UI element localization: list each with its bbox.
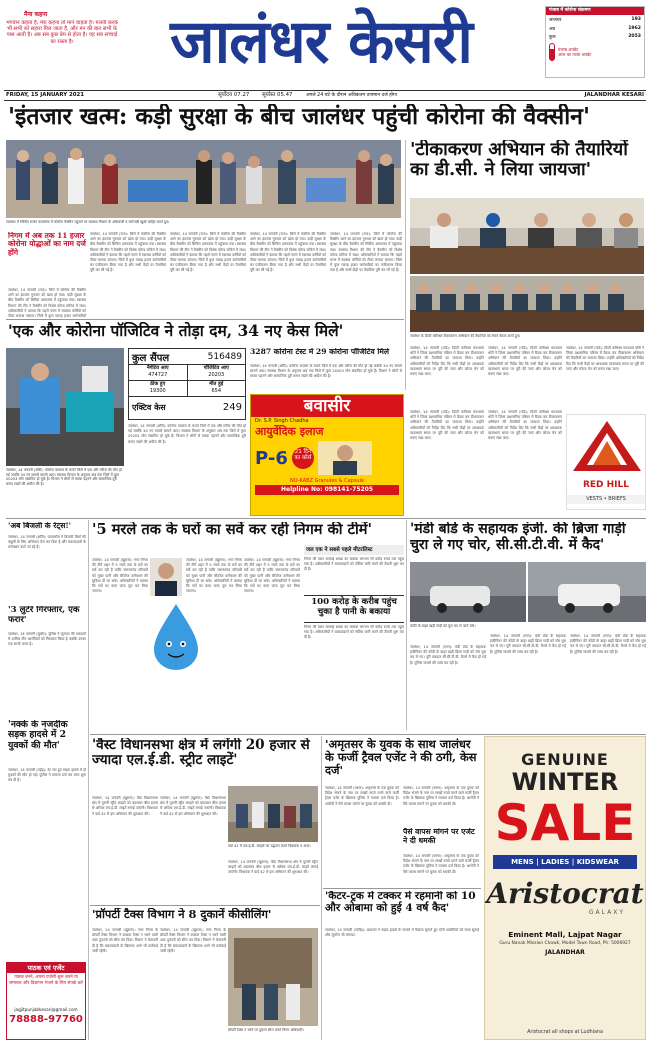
cctv-frame-image xyxy=(410,562,526,622)
dc-photo-2-image xyxy=(410,276,644,332)
ad-sale: SALE xyxy=(494,794,636,852)
dc-body-lower-1: जालंधर, 14 जनवरी (पांडे): डिप्टी कमिश्नर घनश्याम थोरी ने जिला प्रशासनिक परिसर में बैठक कर टीकाकरण अभियान की तैयारियों का जायजा लिया। उन्होंने अधिकारियों को निर्देश दिए कि सभी केंद्रों पर आवश्यक व्यवस्थाएं समय पर पूरी की जाएं और कोल्ड चेन को बनाए रखा जाए। xyxy=(410,410,484,441)
edition-name: JALANDHAR KESARI xyxy=(584,92,644,98)
dc-photo-2 xyxy=(410,276,644,332)
piles-days: 21 दिन का कोर्स xyxy=(292,447,314,469)
dc-body-col-3: जालंधर, 14 जनवरी (पांडे): डिप्टी कमिश्नर घनश्याम थोरी ने जिला प्रशासनिक परिसर में बैठक कर टीकाकरण अभियान की तैयारियों का जायजा लिया। उन्होंने अधिकारियों को निर्देश दिए कि सभी केंद्रों पर आवश्यक व्यवस्थाएं समय पर पूरी की जाएं और कोल्ड चेन को बनाए रखा जाए। xyxy=(566,346,644,371)
masthead xyxy=(0,0,650,96)
corona-box-title: पंजाब में कोरोना संक्रमण xyxy=(546,7,644,15)
active-value: 249 xyxy=(222,401,242,413)
brief-1-body: जालंधर, 14 जनवरी (शौरी): पावरकॉम ने बिजली बिलों की वसूली के लिए अभियान तेज कर दिया है और बकायादारों के कनेक्शन काटे जा रहे हैं। xyxy=(8,535,86,550)
brief-2-body: जालंधर, 14 जनवरी (सुधीर): पुलिस ने लूटपाट की वारदातों में शामिल तीन आरोपियों को गिरफ्तार किया है जबकि उनका एक साथी फरार है। xyxy=(8,632,86,647)
covid-photo xyxy=(6,348,124,466)
lead-sidebar-headline: निगम में अब तक 11 हजार कोरोना योद्धाओं का नाम दर्ज होंगे xyxy=(8,232,86,257)
column-divider xyxy=(406,520,407,730)
property-photo xyxy=(228,928,318,1026)
corona-row-ab xyxy=(546,25,644,33)
nigam-portrait-image xyxy=(150,558,182,596)
covid-photo-caption: जालंधर, 14 जनवरी (शौरी): कोरोना वायरस के चलते जिले में एक और मरीज की मौत हो गई जबकि 34 नए मामले सामने आए। स्वास्थ्य विभाग के अनुसार अब तक जिले में कुल 20203 लोग संक्रमित हो चुके हैं। विभाग ने लोगों से मास्क पहनने और सामाजिक दूरी बनाए रखने की अपील की है। xyxy=(6,468,122,486)
active-label: एक्टिव केस xyxy=(132,402,166,412)
fraud-headline: 'अमृतसर के युवक के साथ जालंधर के फर्जी ट्रैवल एजेंट ने की ठगी, केस दर्ज' xyxy=(325,738,477,777)
pos-label: पॉजिटिव आए xyxy=(203,365,229,371)
covid-side-headline: 3287 कोरोना टेस्ट में 29 कोरोना पॉजिटिव मिले xyxy=(250,348,390,356)
lead-body-col-4: जालंधर, 14 जनवरी (राज): जिले में कोरोना की वैक्सीन आने का इंतजार गुरुवार को खत्म हो गया। कड़ी सुरक्षा के बीच वैक्सीन को सिविल अस्पताल में पहुंचाया गया। स्वास्थ्य विभाग की टीम ने वैक्सीन को विशेष कोल्ड स्टोरेज में रखा। अधिकारियों ने बताया कि पहले चरण में स्वास्थ्य कर्मियों को टीका लगाया जाएगा। जिले में कुल ग्यारह हजार कर्मचारियों का पंजीकरण किया गया है और सभी केंद्रों पर तैयारियां पूरी कर ली गई हैं। xyxy=(330,232,402,273)
section-rule xyxy=(90,734,646,735)
street-tag xyxy=(92,784,212,794)
dc-photo-image xyxy=(410,198,644,274)
nigam-body-col-1: जालंधर, 14 जनवरी (खुराना): नगर निगम की टीमें शहर में 5 मरले तक के घरों का सर्वे कर रही हैं ताकि जरूरतमंद परिवारों को मुफ्त पानी और सीवरेज कनेक्शन की सुविधा दी जा सके। अधिकारियों ने बताया कि सर्वे का काम जल्द पूरा कर लिया जाएगा। xyxy=(92,558,148,594)
property-body-col-2: जालंधर, 14 जनवरी (खुराना): नगर निगम के प्रॉपर्टी टैक्स विभाग ने बकाया टैक्स न भरने वाली आठ दुकानों को सील कर दिया। विभाग ने चेतावनी दी है कि बकायादारों के खिलाफ आगे भी कार्रवाई जारी रहेगी। xyxy=(160,928,226,953)
mandi-body-col-2: जालंधर, 14 जनवरी (रमन): मंडी बोर्ड के सहायक इंजीनियर की कोठी के बाहर खड़ी ब्रिजा गाड़ी को चोर चुरा कर ले गए। पूरी वारदात सी.सी.टी.वी. कैमरे में कैद हो गई है। पुलिस मामले की जांच कर रही है। xyxy=(490,634,566,654)
lead-photo-image xyxy=(6,140,401,218)
street-caption: वार्ड 42 में एल.ई.डी. लाइटों का उद्घाटन करते विधायक व अन्य। xyxy=(228,844,311,848)
corona-row-value: 193 xyxy=(631,17,641,22)
death-cell xyxy=(188,381,246,396)
stats-total-value: 516489 xyxy=(207,351,242,362)
covid-body-col-1: जालंधर, 14 जनवरी (शौरी): कोरोना वायरस के चलते जिले में एक और मरीज की मौत हो गई जबकि 34 नए मामले सामने आए। स्वास्थ्य विभाग के अनुसार अब तक जिले में कुल 20203 लोग संक्रमित हो चुके हैं। विभाग ने लोगों से मास्क पहनने और सामाजिक दूरी बनाए रखने की अपील की है। xyxy=(128,424,246,444)
street-body-col-3: जालंधर, 14 जनवरी (खुराना): वैस्ट विधानसभा क्षेत्र में पुरानी स्ट्रीट लाइटों को बदलकर बीस हजार से अधिक एल.ई.डी. लाइटें लगाई जाएंगी। विधायक ने वार्ड 42 से इस अभियान की शुरुआत की। xyxy=(228,860,318,875)
corona-row-kul xyxy=(546,33,644,41)
piles-title: बवासीर xyxy=(251,395,403,417)
neg-label: नैगेटिव आए xyxy=(146,365,169,371)
neg-value: 474727 xyxy=(148,372,168,378)
doctor-portrait-icon xyxy=(318,441,372,475)
brief-3-title: 'नक्के के नजदीक सड़क हादसे में 2 युवकों की मौत' xyxy=(8,720,68,751)
street-body-col-2: जालंधर, 14 जनवरी (खुराना): वैस्ट विधानसभा क्षेत्र में पुरानी स्ट्रीट लाइटों को बदलकर बीस हजार से अधिक एल.ई.डी. लाइटें लगाई जाएंगी। विधायक ने वार्ड 42 से इस अभियान की शुरुआत की। xyxy=(160,796,226,816)
lead-body-col-2: जालंधर, 14 जनवरी (राज): जिले में कोरोना की वैक्सीन आने का इंतजार गुरुवार को खत्म हो गया। कड़ी सुरक्षा के बीच वैक्सीन को सिविल अस्पताल में पहुंचाया गया। स्वास्थ्य विभाग की टीम ने वैक्सीन को विशेष कोल्ड स्टोरेज में रखा। अधिकारियों ने बताया कि पहले चरण में स्वास्थ्य कर्मियों को टीका लगाया जाएगा। जिले में कुल ग्यारह हजार कर्मचारियों का पंजीकरण किया गया है और सभी केंद्रों पर तैयारियां पूरी कर ली गई हैं। xyxy=(170,232,246,273)
redhill-brand: RED HILL xyxy=(582,480,630,490)
mandi-headline: 'मंडी बोर्ड के सहायक इंजी. की ब्रिजा गाड़ी चुरा ले गए चोर, सी.सी.टी.वी. में कैद' xyxy=(410,522,626,553)
column-divider xyxy=(405,140,406,390)
mandi-photo-2 xyxy=(528,562,646,622)
covid-stats-box xyxy=(128,348,246,420)
sunrise-time: सूर्योदय 07.27 xyxy=(218,92,250,98)
piles-product: P-6 xyxy=(255,447,288,469)
death-label: मौत हुई xyxy=(209,381,224,387)
redhill-logo-icon xyxy=(567,415,646,475)
nigam-body-col-3: जालंधर, 14 जनवरी (खुराना): नगर निगम की टीमें शहर में 5 मरले तक के घरों का सर्वे कर रही हैं ताकि जरूरतमंद परिवारों को मुफ्त पानी और सीवरेज कनेक्शन की सुविधा दी जा सके। अधिकारियों ने बताया कि सर्वे का काम जल्द पूरा कर लिया जाएगा। xyxy=(244,558,300,594)
reader-box-phone[interactable]: 78888-97760 xyxy=(9,1014,83,1025)
lead-photo xyxy=(6,140,401,218)
masthead-left-label: मैना कहना xyxy=(24,11,48,18)
corona-row-value: 1962 xyxy=(628,26,641,31)
mandi-body-col-1: जालंधर, 14 जनवरी (रमन): मंडी बोर्ड के सहायक इंजीनियर की कोठी के बाहर खड़ी ब्रिजा गाड़ी को चोर चुरा कर ले गए। पूरी वारदात सी.सी.टी.वी. कैमरे में कैद हो गई है। पुलिस मामले की जांच कर रही है। xyxy=(410,645,486,665)
corona-row-jalandhar xyxy=(546,15,644,25)
column-divider xyxy=(321,736,322,1040)
street-photo-image xyxy=(228,786,318,842)
lead-sidebar-body: जालंधर, 14 जनवरी (राज): जिले में कोरोना की वैक्सीन आने का इंतजार गुरुवार को खत्म हो गया। कड़ी सुरक्षा के बीच वैक्सीन को सिविल अस्पताल में पहुंचाया गया। स्वास्थ्य विभाग की टीम ने वैक्सीन को विशेष कोल्ड स्टोरेज में रखा। अधिकारियों ने बताया कि पहले चरण में स्वास्थ्य कर्मियों को टीका लगाया जाएगा। जिले में कुल ग्यारह हजार कर्मचारियों xyxy=(8,288,86,318)
fraud-body-col-2: जालंधर, 14 जनवरी (वरुण): अमृतसर के एक युवक को विदेश भेजने के नाम पर लाखों रुपये ठगने वाले फर्जी ट्रैवल एजेंट के खिलाफ पुलिस ने मामला दर्ज किया है। आरोपी ने पैसे वापस मांगने पर युवक को धमकी दी। xyxy=(403,786,479,806)
ad-mall: Eminent Mall, Lajpat Nagar xyxy=(508,930,622,939)
fraud-body-col-3: जालंधर, 14 जनवरी (वरुण): अमृतसर के एक युवक को विदेश भेजने के नाम पर लाखों रुपये ठगने वाले फर्जी ट्रैवल एजेंट के खिलाफ पुलिस ने मामला दर्ज किया है। आरोपी ने पैसे वापस मांगने पर युवक को धमकी दी। xyxy=(403,854,479,874)
covid-photo-image xyxy=(6,348,124,466)
piles-subtitle: आयुर्वेदिक इलाज xyxy=(255,425,324,438)
property-caption: प्रॉपर्टी टैक्स न भरने पर दुकान सील करते निगम अधिकारी। xyxy=(228,1028,304,1032)
ad-winter: WINTER xyxy=(511,768,619,796)
dc-caption: जालंधर के डिप्टी कमिश्नर टीकाकरण अभियान की तैयारियों को लेकर बैठक करते हुए। xyxy=(410,334,521,338)
lead-body-col-1: जालंधर, 14 जनवरी (राज): जिले में कोरोना की वैक्सीन आने का इंतजार गुरुवार को खत्म हो गया। कड़ी सुरक्षा के बीच वैक्सीन को सिविल अस्पताल में पहुंचाया गया। स्वास्थ्य विभाग की टीम ने वैक्सीन को विशेष कोल्ड स्टोरेज में रखा। अधिकारियों ने बताया कि पहले चरण में स्वास्थ्य कर्मियों को टीका लगाया जाएगा। जिले में कुल ग्यारह हजार कर्मचारियों का पंजीकरण किया गया है और सभी केंद्रों पर तैयारियां पूरी कर ली गई हैं। xyxy=(90,232,166,273)
pos-cell xyxy=(188,365,246,380)
street-body-col-1: जालंधर, 14 जनवरी (खुराना): वैस्ट विधानसभा क्षेत्र में पुरानी स्ट्रीट लाइटों को बदलकर बीस हजार से अधिक एल.ई.डी. लाइटें लगाई जाएंगी। विधायक ने वार्ड 42 से इस अभियान की शुरुआत की। xyxy=(92,796,158,816)
section-rule xyxy=(6,518,646,519)
ad-address: Guru Nanak Mission Chowk, Model Town Road, Ph: 5006927 xyxy=(499,941,631,946)
nigam-box-tag: जल एक ने सबसे पहले मीटरलिस्ट xyxy=(304,545,404,555)
reader-agent-box xyxy=(6,962,86,1040)
covid-side-body: जालंधर, 14 जनवरी (शौरी): कोरोना वायरस के चलते जिले में एक और मरीज की मौत हो गई जबकि 34 नए मामले सामने आए। स्वास्थ्य विभाग के अनुसार अब तक जिले में कुल 20203 लोग संक्रमित हो चुके हैं। विभाग ने लोगों से मास्क पहनने और सामाजिक दूरी बनाए रखने की अपील की है। xyxy=(250,364,402,379)
neg-cell xyxy=(129,365,188,380)
dc-body-col-2: जालंधर, 14 जनवरी (पांडे): डिप्टी कमिश्नर घनश्याम थोरी ने जिला प्रशासनिक परिसर में बैठक कर टीकाकरण अभियान की तैयारियों का जायजा लिया। उन्होंने अधिकारियों को निर्देश दिए कि सभी केंद्रों पर आवश्यक व्यवस्थाएं समय पर पूरी की जाएं और कोल्ड चेन को बनाए रखा जाए। xyxy=(488,346,562,377)
cured-cell xyxy=(129,381,188,396)
brief-3-body: जालंधर, 14 जनवरी (महेंद्र): देर रात हुए सड़क हादसे में दो युवकों की मौत हो गई। पुलिस ने मामला दर्ज कर जांच शुरू कर दी है। xyxy=(8,768,86,783)
fraud-body-col-1: जालंधर, 14 जनवरी (वरुण): अमृतसर के एक युवक को विदेश भेजने के नाम पर लाखों रुपये ठगने वाले फर्जी ट्रैवल एजेंट के खिलाफ पुलिस ने मामला दर्ज किया है। आरोपी ने पैसे वापस मांगने पर युवक को धमकी दी। xyxy=(325,786,399,806)
lead-headline: 'इंतजार खत्म: कड़ी सुरक्षा के बीच जालंधर पहुंची कोरोना की वैक्सीन' xyxy=(8,104,590,130)
pos-value: 20203 xyxy=(208,372,225,378)
ad-categories: MENS | LADIES | KIDSWEAR xyxy=(493,855,637,869)
section-rule xyxy=(6,319,404,320)
masthead-title: जालंधर केसरी xyxy=(170,7,472,77)
corona-note-1: पंजाब अपडेट xyxy=(558,47,579,52)
brief-1-title: 'अब बिजली के रेट्स!' xyxy=(8,522,72,530)
stats-total-label: कुल सैंपल xyxy=(132,352,170,364)
street-headline: 'वैस्ट विधानसभा क्षेत्र में लगेंगी 20 हजार से ज्यादा एल.ई.डी. स्ट्रीट लाइटें' xyxy=(92,738,310,769)
piles-ad[interactable] xyxy=(250,394,404,516)
piles-doctor: Dr. S.P. Singh Chadha xyxy=(255,418,309,424)
property-photo-image xyxy=(228,928,318,1026)
property-body-col-1: जालंधर, 14 जनवरी (खुराना): नगर निगम के प्रॉपर्टी टैक्स विभाग ने बकाया टैक्स न भरने वाली आठ दुकानों को सील कर दिया। विभाग ने चेतावनी दी है कि बकायादारों के खिलाफ आगे भी कार्रवाई जारी रहेगी। xyxy=(92,928,158,953)
covid-headline: 'एक और कोरोना पॉजिटिव ने तोड़ा दम, 34 नए केस मिले' xyxy=(8,322,344,340)
mandi-photo-1 xyxy=(410,562,526,622)
dc-body-lower-2: जालंधर, 14 जनवरी (पांडे): डिप्टी कमिश्नर घनश्याम थोरी ने जिला प्रशासनिक परिसर में बैठक कर टीकाकरण अभियान की तैयारियों का जायजा लिया। उन्होंने अधिकारियों को निर्देश दिए कि सभी केंद्रों पर आवश्यक व्यवस्थाएं समय पर पूरी की जाएं और कोल्ड चेन को बनाए रखा जाए। xyxy=(488,410,562,441)
corona-box xyxy=(545,6,645,78)
dc-body-col-1: जालंधर, 14 जनवरी (पांडे): डिप्टी कमिश्नर घनश्याम थोरी ने जिला प्रशासनिक परिसर में बैठक कर टीकाकरण अभियान की तैयारियों का जायजा लिया। उन्होंने अधिकारियों को निर्देश दिए कि सभी केंद्रों पर आवश्यक व्यवस्थाएं समय पर पूरी की जाएं और कोल्ड चेन को बनाए रखा जाए। xyxy=(410,346,484,377)
redhill-ad[interactable] xyxy=(566,414,646,510)
ad-galaxy: GALAXY xyxy=(588,909,625,916)
lead-body-col-3: जालंधर, 14 जनवरी (राज): जिले में कोरोना की वैक्सीन आने का इंतजार गुरुवार को खत्म हो गया। कड़ी सुरक्षा के बीच वैक्सीन को सिविल अस्पताल में पहुंचाया गया। स्वास्थ्य विभाग की टीम ने वैक्सीन को विशेष कोल्ड स्टोरेज में रखा। अधिकारियों ने बताया कि पहले चरण में स्वास्थ्य कर्मियों को टीका लगाया जाएगा। जिले में कुल ग्यारह हजार कर्मचारियों का पंजीकरण किया गया है और सभी केंद्रों पर तैयारियां पूरी कर ली गई हैं। xyxy=(250,232,326,273)
cctv-frame-2-image xyxy=(528,562,646,622)
weather-note: अगले 24 घंटे के दौरान अधिकतम तापमान दर्ज होगा xyxy=(306,93,397,98)
nigam-box-headline: 100 करोड़ के करीब पहुंच चुका है पानी के बकाया xyxy=(304,595,404,623)
piles-helpline[interactable]: Helpline No: 098141-75205 xyxy=(255,485,399,495)
sunset-time: सूर्यास्त 05.47 xyxy=(262,92,293,98)
reader-box-text: पाठक बनने, अपना एजेंसी शुरू करने या समाचार और विज्ञापन भेजने के लिए संपर्क करें xyxy=(9,975,83,986)
aristocrat-ad[interactable] xyxy=(484,736,646,1040)
thermometer-icon xyxy=(549,43,555,61)
reader-box-email[interactable]: jagjitpunjabkesari@gmail.com xyxy=(14,1007,78,1012)
redhill-tagline: VESTS • BRIEFS xyxy=(567,495,645,504)
nigam-box xyxy=(304,545,404,745)
corona-notes xyxy=(546,41,644,63)
nigam-box-text-1: निगम की वाटर सप्लाई शाखा का बकाया लगभग सौ करोड़ रुपये तक पहुंच गया है। अधिकारियों ने बकायादारों को नोटिस जारी करने की तैयारी शुरू कर दी है। xyxy=(304,557,404,572)
nigam-portrait xyxy=(150,558,182,596)
corona-note-2: आज का ताजा अपडेट xyxy=(558,52,592,57)
nigam-tag xyxy=(92,545,262,555)
property-headline: 'प्रॉपर्टी टैक्स विभाग ने 8 दुकानें कीसीलिंग' xyxy=(92,908,272,921)
crash-body-col-1: जालंधर, 14 जनवरी (जतिंद्र): अदालत ने सड़क हादसे के मामले में फैसला सुनाते हुए दोनों आरोपियों को सजा सुनाई और जुर्माना भी लगाया। xyxy=(325,928,479,938)
section-rule xyxy=(323,888,481,889)
fraud-sub-headline: पैसे वापस मांगने पर एजेंट ने दी धमकी xyxy=(403,828,475,845)
ad-footer: Aristocrat all shops at Ludhiana xyxy=(527,1030,603,1035)
crash-headline: 'कैंटर-ट्रक में टक्कर में रहमानी को 10 और ओबामा को हुई 4 वर्ष कैद' xyxy=(325,891,476,914)
issue-date: FRIDAY, 15 JANUARY 2021 xyxy=(6,92,84,98)
ad-brand: Aristocrat xyxy=(486,877,644,910)
mandi-body-col-3: जालंधर, 14 जनवरी (रमन): मंडी बोर्ड के सहायक इंजीनियर की कोठी के बाहर खड़ी ब्रिजा गाड़ी को चोर चुरा कर ले गए। पूरी वारदात सी.सी.टी.वी. कैमरे में कैद हो गई है। पुलिस मामले की जांच कर रही है। xyxy=(570,634,646,654)
ad-city: JALANDHAR xyxy=(545,949,585,956)
nigam-headline: '5 मरले तक के घरों का सर्वे कर रही निगम की टीमें' xyxy=(92,522,372,538)
masthead-left-text: भगवान कहता है, मेरा कहना तो मानें चाहता है। ग़लती करके भी सभी को सहारा मिल जाता है, और मन की बात सभी के पास आती है। अब सब कुछ प्रेम से होता है। यह सब सच्चाई का रास्ता है। xyxy=(6,20,118,45)
corona-row-label: जालंधर xyxy=(549,18,562,23)
corona-row-label: कुल xyxy=(549,35,556,40)
cured-label: ठीक हुए xyxy=(150,381,166,387)
column-divider xyxy=(88,520,89,1040)
brief-2-title: '3 लुटेरे गिरफ्तार, एक फरार' xyxy=(8,606,80,625)
street-photo xyxy=(228,786,318,842)
nigam-box-text-2: निगम की वाटर सप्लाई शाखा का बकाया लगभग सौ करोड़ रुपये तक पहुंच गया है। अधिकारियों ने बकायादारों को नोटिस जारी करने की तैयारी शुरू कर दी है। xyxy=(304,625,404,640)
dc-photo xyxy=(410,198,644,274)
reader-box-title: पाठक एवं एजेंट xyxy=(7,963,85,973)
nigam-body-col-2: जालंधर, 14 जनवरी (खुराना): नगर निगम की टीमें शहर में 5 मरले तक के घरों का सर्वे कर रही हैं ताकि जरूरतमंद परिवारों को मुफ्त पानी और सीवरेज कनेक्शन की सुविधा दी जा सके। अधिकारियों ने बताया कि सर्वे का काम जल्द पूरा कर लिया जाएगा। xyxy=(186,558,242,594)
ad-genuine: GENUINE xyxy=(521,750,609,769)
dc-headline: 'टीकाकरण अभियान की तैयारियों का डी.सी. ने लिया जायजा' xyxy=(410,140,628,181)
date-bar xyxy=(4,90,646,101)
piles-footer: NO-KABZ Granules & Capsule xyxy=(289,478,365,484)
cured-value: 19300 xyxy=(149,388,166,394)
death-value: 654 xyxy=(211,388,222,394)
corona-row-label: अब xyxy=(549,27,556,32)
corona-row-value: 2053 xyxy=(628,34,641,39)
section-rule xyxy=(90,905,320,906)
mandi-caption: कोठी के बाहर खड़ी गाड़ी को चुरा कर ले जाते चोर। xyxy=(410,624,476,628)
lead-photo-caption: जालंधर में सिविल सर्जन कार्यालय में कोरोना वैक्सीन पहुंचने पर स्वास्थ्य विभाग के अधिकारी व कर्मचारी खुशी जाहिर करते हुए। xyxy=(6,220,170,224)
